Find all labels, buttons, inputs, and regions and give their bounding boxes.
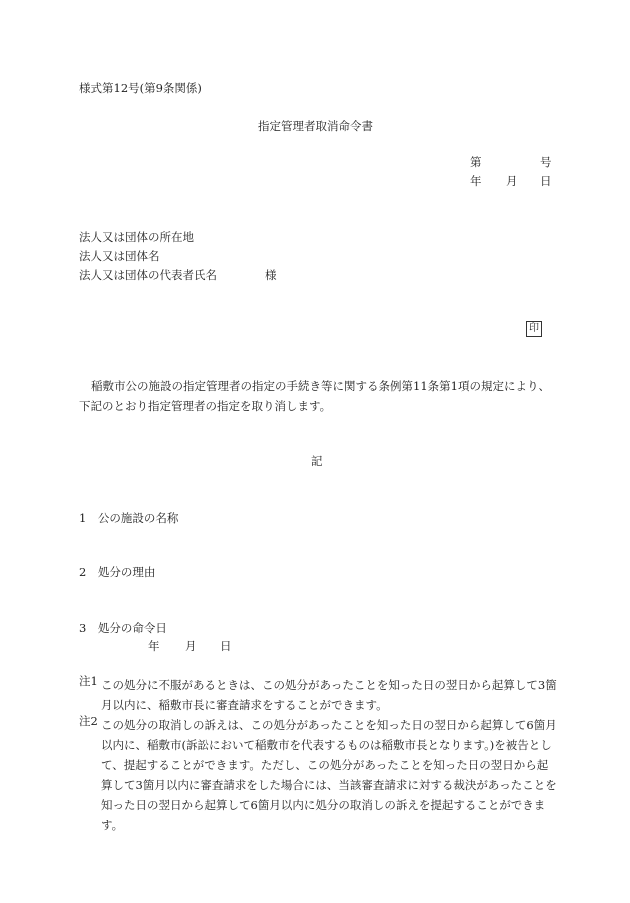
body-paragraph: 稲敷市公の施設の指定管理者の指定の手続き等に関する条例第11条第1項の規定により、下記のとおり指定管理者の指定を取り消します。 [79, 379, 550, 413]
order-date-year: 年 [148, 639, 160, 653]
order-date-month: 月 [185, 639, 197, 653]
doc-number-suffix: 号 [540, 155, 552, 169]
form-label: 様式第12号(第9条関係) [79, 81, 202, 95]
note-2 [79, 715, 557, 835]
note-1-label: 注1 [79, 674, 98, 688]
note-1 [79, 675, 557, 715]
recipient-name-label: 法人又は団体名 [79, 249, 160, 263]
honorific: 様 [265, 268, 277, 282]
item-facility-name: 1 公の施設の名称 [79, 511, 179, 525]
seal-mark: 印 [526, 321, 542, 337]
recipient-address-label: 法人又は団体の所在地 [79, 230, 194, 244]
item-order-date: 3 処分の命令日 [79, 621, 167, 635]
doc-date-day: 日 [540, 174, 552, 188]
order-date-day: 日 [220, 639, 232, 653]
note-1-text: この処分に不服があるときは、この処分があったことを知った日の翌日から起算して3箇月以内に、稲敷市長に審査請求をすることができます。 [101, 678, 557, 712]
note-2-text: この処分の取消しの訴えは、この処分があったことを知った日の翌日から起算して6箇月以内に、稲敷市(訴訟において稲敷市を代表するものは稲敷市長となります。)を被告として、提起することができます。ただし、この処分があったことを知った日の翌日から起算して3箇月以内に審査請求をした場合には、当該審査請求に対する裁決があったことを知った日の翌日から起算して6箇月以内に処分の取消しの訴えを提起することができます。 [101, 718, 557, 832]
recipient-rep-label: 法人又は団体の代表者氏名 [79, 268, 217, 282]
item-reason: 2 処分の理由 [79, 565, 156, 579]
ki-heading: 記 [311, 454, 323, 468]
document-title: 指定管理者取消命令書 [258, 119, 373, 133]
doc-date-month: 月 [506, 174, 518, 188]
doc-date-year: 年 [470, 174, 482, 188]
doc-number-prefix: 第 [470, 155, 482, 169]
note-2-label: 注2 [79, 714, 98, 728]
